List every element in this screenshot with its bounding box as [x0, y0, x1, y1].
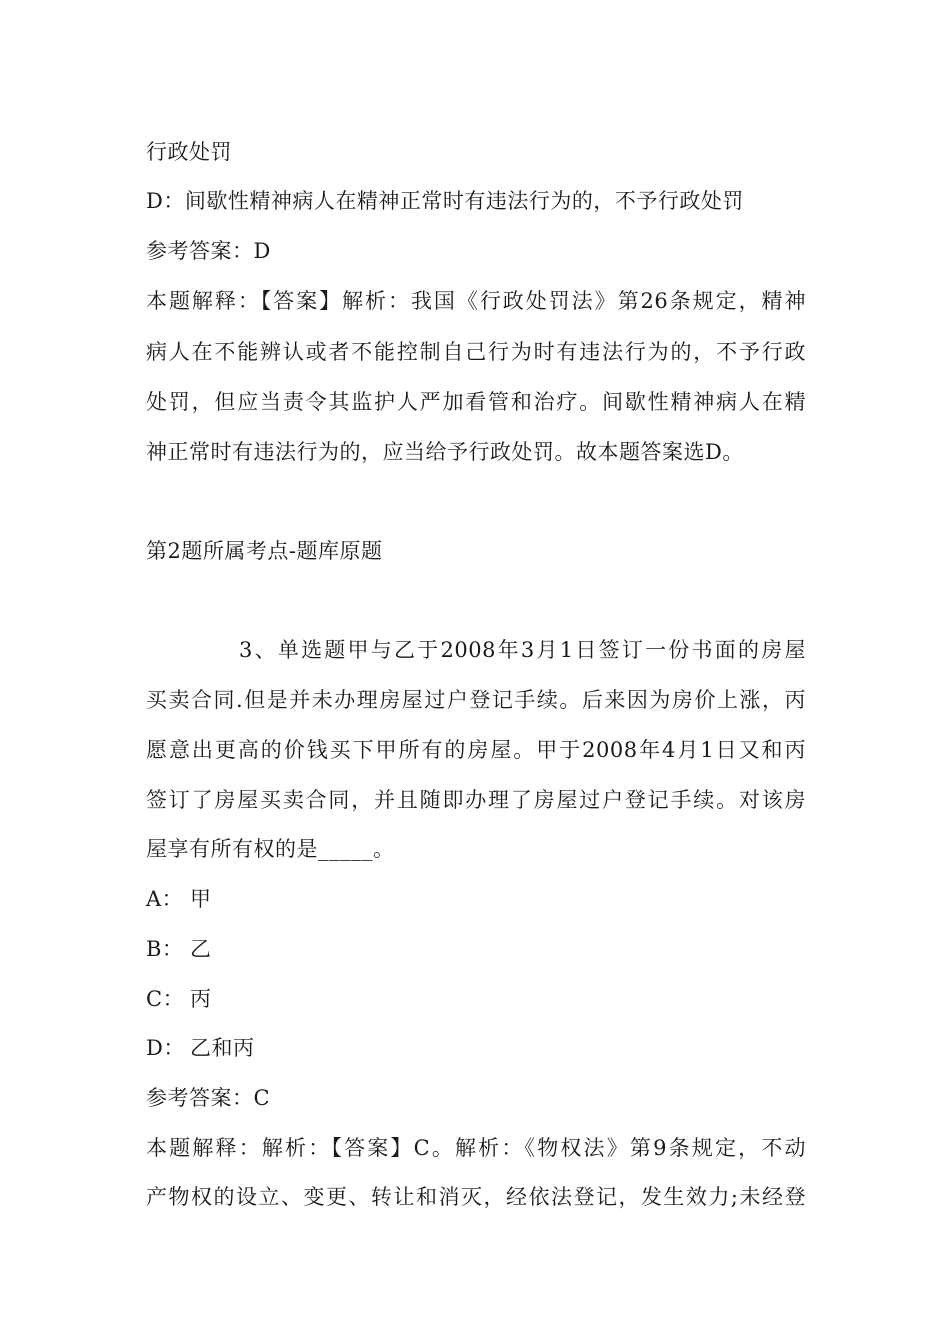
q3-stem-line-1: 3、单选题甲与乙于2008年3月1日签订一份书面的房屋 [239, 638, 806, 662]
option-text: 乙和丙 [190, 1036, 255, 1060]
q3-stem-line-2: 买卖合同.但是并未办理房屋过户登记手续。后来因为房价上涨，丙 [146, 688, 806, 712]
q3-explanation-line-2: 产物权的设立、变更、转让和消灭，经依法登记，发生效力;未经登 [146, 1185, 806, 1209]
option-label: A： [146, 887, 184, 911]
q3-answer: 参考答案：C [146, 1086, 271, 1110]
option-label: B： [146, 937, 184, 961]
q3-option-c [146, 986, 806, 1012]
q2-option-c-continuation: 行政处罚 [146, 140, 232, 164]
q2-explanation-line-3: 处罚，但应当责令其监护人严加看管和治疗。间歇性精神病人在精 [146, 390, 806, 414]
q2-knowledge-point: 第2题所属考点-题库原题 [146, 539, 383, 563]
q3-stem-line-5: 屋享有所有权的是_____。 [146, 837, 395, 861]
option-text: 乙 [190, 937, 212, 961]
option-label: D： [146, 1036, 185, 1060]
q3-stem-line-3: 愿意出更高的价钱买下甲所有的房屋。甲于2008年4月1日又和丙 [146, 738, 806, 762]
option-label: C： [146, 987, 185, 1011]
q2-answer: 参考答案：D [146, 239, 271, 263]
option-text: 甲 [190, 887, 212, 911]
q2-explanation-line-2: 病人在不能辨认或者不能控制自己行为时有违法行为的，不予行政 [146, 340, 806, 364]
q2-option-d: D：间歇性精神病人在精神正常时有违法行为的，不予行政处罚 [146, 189, 744, 213]
q2-explanation-line-1: 本题解释：【答案】解析：我国《行政处罚法》第26条规定，精神 [146, 289, 806, 313]
q3-option-a [146, 886, 806, 912]
q3-option-d [146, 1035, 806, 1061]
q2-explanation-line-4: 神正常时有违法行为的，应当给予行政处罚。故本题答案选D。 [146, 440, 744, 464]
q3-stem-line-4: 签订了房屋买卖合同，并且随即办理了房屋过户登记手续。对该房 [146, 788, 806, 812]
q3-option-b [146, 936, 806, 962]
q3-explanation-line-1: 本题解释：解析：【答案】C。解析：《物权法》第9条规定，不动 [146, 1136, 806, 1160]
option-text: 丙 [190, 987, 212, 1011]
